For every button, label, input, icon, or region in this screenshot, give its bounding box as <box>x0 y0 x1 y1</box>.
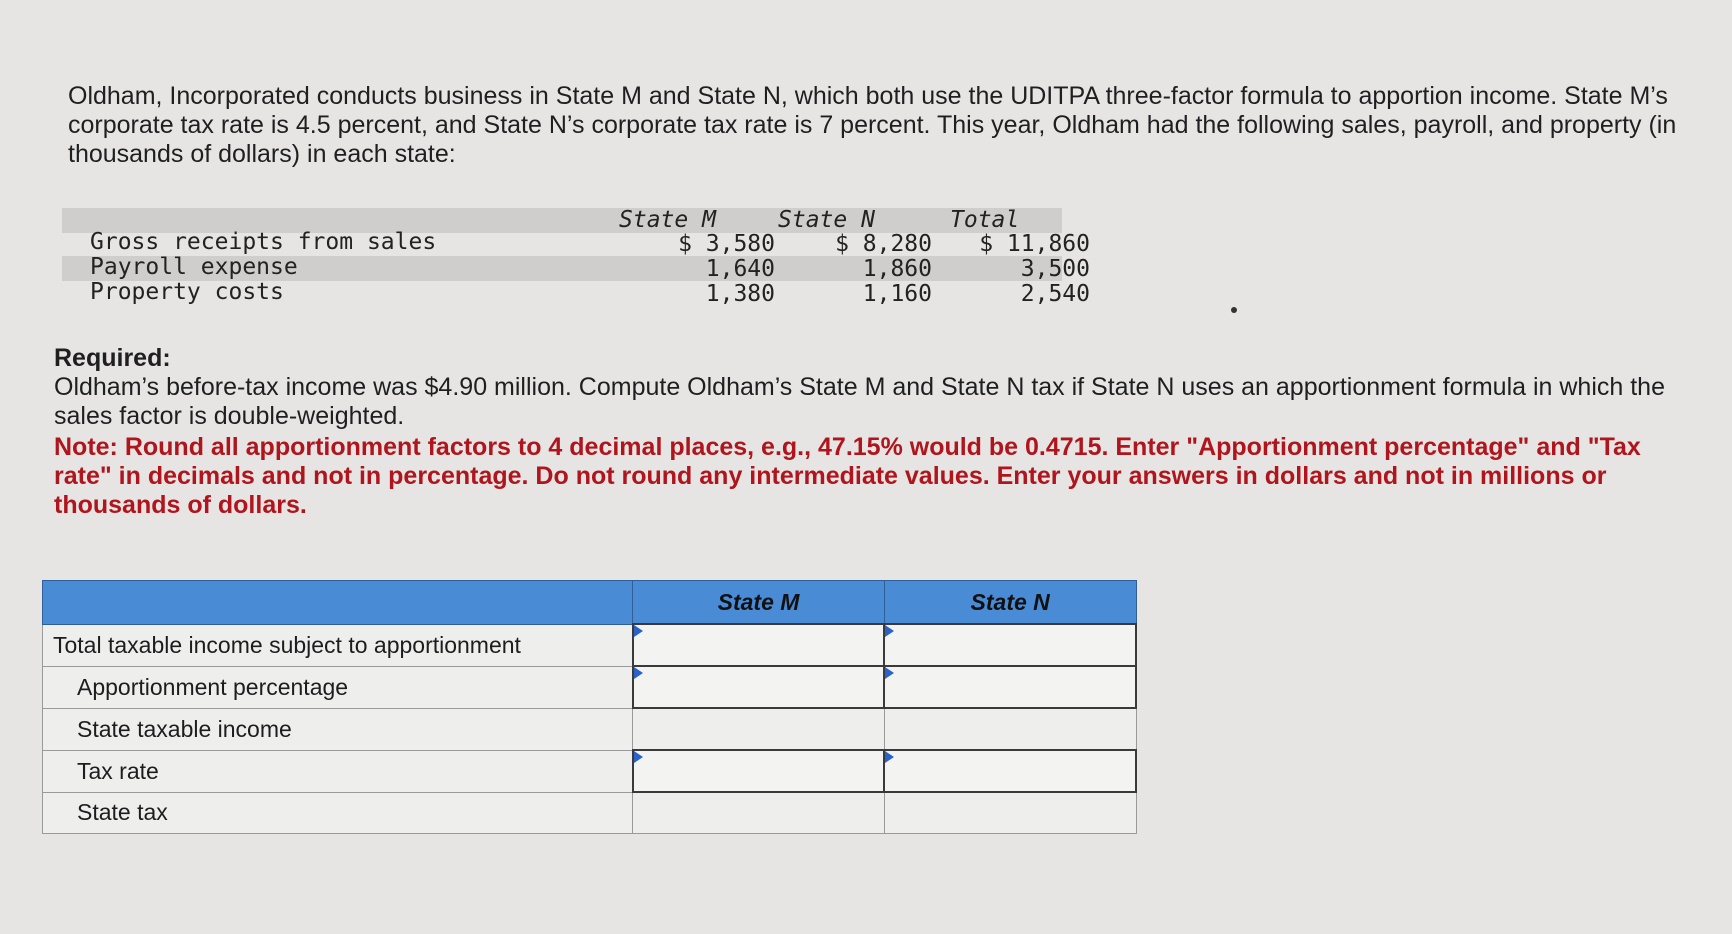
state-taxable-income-state-m-input[interactable] <box>633 709 884 749</box>
stray-dot <box>1231 307 1237 313</box>
tax-rate-state-n-cell[interactable] <box>884 750 1136 792</box>
apportionment-percentage-state-m-input[interactable] <box>634 667 884 707</box>
payroll-state-m: 1,640 <box>705 256 775 282</box>
property-state-m: 1,380 <box>705 281 775 307</box>
required-section <box>54 344 1694 520</box>
answer-header-blank <box>43 581 633 625</box>
row-label-property: Property costs <box>90 279 284 305</box>
row-label: Tax rate <box>43 750 633 792</box>
state-taxable-income-state-n-input[interactable] <box>885 709 1136 749</box>
required-text: Oldham’s before-tax income was $4.90 million. Compute Oldham’s State M and State N tax if State N uses an apportionment formula in which the sales factor is double-weighted. <box>54 373 1665 430</box>
required-title: Required: <box>54 344 171 372</box>
input-marker-icon <box>634 625 643 637</box>
state-taxable-income-state-n-cell <box>884 708 1136 750</box>
row-label: Apportionment percentage <box>43 666 633 708</box>
input-marker-icon <box>885 625 894 637</box>
sales-payroll-property-table <box>62 207 1090 328</box>
apportionment-percentage-state-m-cell[interactable] <box>633 666 885 708</box>
payroll-total: 3,500 <box>1020 256 1090 282</box>
total-taxable-income-state-m-cell[interactable] <box>633 624 885 666</box>
input-marker-icon <box>885 751 894 763</box>
property-state-n: 1,160 <box>862 281 932 307</box>
answer-table <box>42 580 1137 834</box>
state-tax-state-n-input[interactable] <box>885 793 1136 833</box>
input-marker-icon <box>634 667 643 679</box>
tax-rate-state-m-input[interactable] <box>634 751 884 791</box>
answer-header-state-m: State M <box>633 581 885 625</box>
gross-receipts-state-n: $ 8,280 <box>835 231 932 257</box>
apportionment-percentage-state-n-input[interactable] <box>885 667 1135 707</box>
state-tax-state-m-input[interactable] <box>633 793 884 833</box>
header-total: Total <box>950 207 1020 233</box>
input-marker-icon <box>885 667 894 679</box>
state-tax-state-n-cell <box>884 792 1136 834</box>
total-taxable-income-state-n-input[interactable] <box>885 625 1135 665</box>
input-marker-icon <box>634 751 643 763</box>
tax-rate-state-n-input[interactable] <box>885 751 1135 791</box>
header-state-m: State M <box>619 207 716 233</box>
row-label-payroll: Payroll expense <box>90 254 298 280</box>
row-label: Total taxable income subject to apportionment <box>43 624 633 666</box>
table-row <box>43 666 1137 708</box>
row-label: State taxable income <box>43 708 633 750</box>
state-tax-state-m-cell <box>633 792 885 834</box>
property-total: 2,540 <box>1020 281 1090 307</box>
answer-header-row <box>43 581 1137 625</box>
tax-rate-state-m-cell[interactable] <box>633 750 885 792</box>
total-taxable-income-state-m-input[interactable] <box>634 625 884 665</box>
apportionment-percentage-state-n-cell[interactable] <box>884 666 1136 708</box>
table-row <box>43 750 1137 792</box>
problem-intro: Oldham, Incorporated conducts business in State M and State N, which both use the UDITPA three-factor formula to apportion income. State M’s corporate tax rate is 4.5 percent, and State N’s corporate tax rate is 7 percent. This year, Oldham had the following sales, payroll, and property (in thousands of dollars) in each state: <box>68 82 1677 168</box>
required-note: Note: Round all apportionment factors to 4 decimal places, e.g., 47.15% would be 0.4715. Enter "Apportionment percentage" and "Tax rate" in decimals and not in percentage. Do not round any intermediate values. Enter your answers in dollars and not in millions or thousands of dollars. <box>54 433 1641 519</box>
table-row <box>43 792 1137 834</box>
table-row <box>43 624 1137 666</box>
table-row <box>43 708 1137 750</box>
gross-receipts-state-m: $ 3,580 <box>678 231 775 257</box>
row-label: State tax <box>43 792 633 834</box>
payroll-state-n: 1,860 <box>862 256 932 282</box>
state-taxable-income-state-m-cell <box>633 708 885 750</box>
total-taxable-income-state-n-cell[interactable] <box>884 624 1136 666</box>
answer-header-state-n: State N <box>884 581 1136 625</box>
row-label-gross-receipts: Gross receipts from sales <box>90 229 437 255</box>
gross-receipts-total: $ 11,860 <box>979 231 1090 257</box>
header-state-n: State N <box>778 207 875 233</box>
